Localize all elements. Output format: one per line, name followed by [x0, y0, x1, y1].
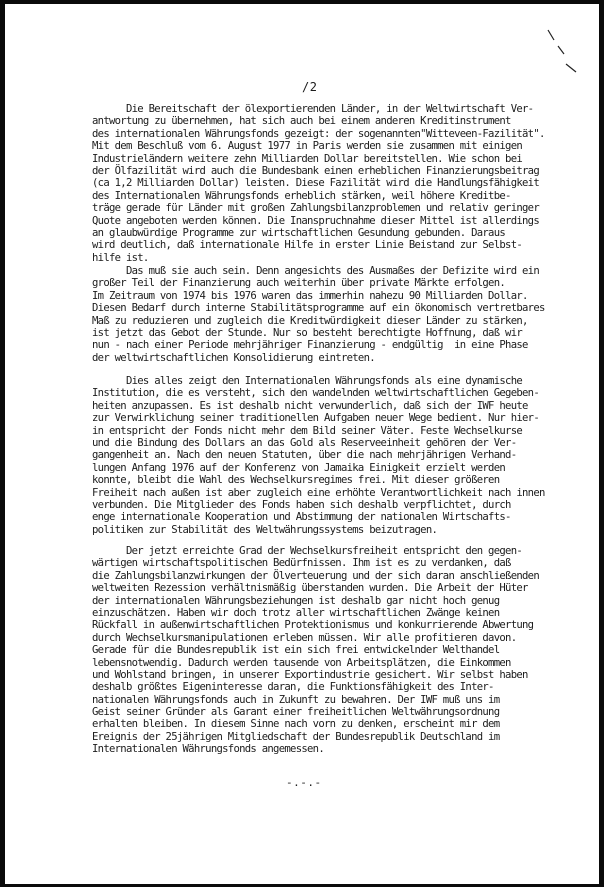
- text-line: nationalen Währungsfonds auch in Zukunft zu bewahren. Der IWF muß uns im: [92, 693, 500, 706]
- text-line: Ereignis der 25jährigen Mitgliedschaft der Bundesrepublik Deutschland im: [92, 730, 500, 743]
- text-line: Die Bereitschaft der ölexportierenden Länder, in der Weltwirtschaft Ver-: [92, 103, 534, 115]
- text-line: (ca 1,2 Milliarden Dollar) leisten. Diese Fazilität wird die Handlungsfähigkeit: [92, 177, 539, 190]
- text-line: Gerade für die Bundesrepublik ist ein sich frei entwickelnder Welthandel: [92, 644, 500, 657]
- corner-scan-marks: [544, 28, 584, 78]
- text-line: und Wohlstand bringen, in unserer Exportindustrie gesichert. Wir selbst haben: [92, 668, 528, 681]
- text-line: weltweiten Rezession verhältnismäßig überstanden wurden. Die Arbeit der Hüter: [92, 582, 528, 595]
- text-line: hilfe ist.: [92, 251, 149, 264]
- text-line: verbunden. Die Mitglieder des Fonds haben sich deshalb verpflichtet, durch: [92, 498, 511, 511]
- text-line: Quote angeboten werden können. Die Inanspruchnahme dieser Mittel ist allerdings: [92, 214, 539, 227]
- text-line: politiken zur Stabilität des Weltwährungssystems beizutragen.: [92, 523, 438, 536]
- text-line: lebensnotwendig. Dadurch werden tausende von Arbeitsplätzen, die Einkommen: [92, 656, 511, 669]
- paragraph-4: [92, 545, 592, 756]
- text-line: die Zahlungsbilanzwirkungen der Ölverteuerung und der sich daran anschließenden: [92, 569, 539, 582]
- text-line: erhalten bleiben. In diesem Sinne nach vorn zu denken, erscheint mir dem: [92, 718, 500, 731]
- text-line: Geist seiner Gründer als Garant einer freiheitlichen Weltwährungsordnung: [92, 706, 500, 719]
- text-line: und die Bindung des Dollars an das Gold als Reserveeinheit gehören der Ver-: [92, 436, 517, 449]
- paragraph-2: [92, 265, 592, 364]
- text-line: konnte, bleibt die Wahl des Wechselkursregimes frei. Mit dieser größeren: [92, 474, 500, 487]
- text-line: wird deutlich, daß internationale Hilfe in erster Linie Beistand zur Selbst-: [92, 239, 523, 252]
- text-line: großer Teil der Finanzierung auch weiterhin über private Märkte erfolgen.: [92, 277, 506, 290]
- text-line: deshalb größtes Eigeninteresse daran, die Funktionsfähigkeit des Inter-: [92, 681, 494, 694]
- text-line: ist jetzt das Gebot der Stunde. Nur so besteht berechtigte Hoffnung, daß wir: [92, 326, 523, 339]
- text-line: einzuschätzen. Haben wir doch trotz aller wirtschaftlichen Zwänge keinen: [92, 606, 500, 619]
- text-line: der Ölfazilität wird auch die Bundesbank einen erheblichen Finanzierungsbeitrag: [92, 164, 539, 177]
- text-line: des Internationalen Währungsfonds erheblich stärken, weil höhere Kreditbe-: [92, 189, 511, 202]
- text-line: der internationalen Währungsbeziehungen ist deshalb gar nicht hoch genug: [92, 594, 500, 607]
- text-line: träge gerade für Länder mit großen Zahlungsbilanzproblemen und relativ geringer: [92, 202, 539, 215]
- text-line: Maß zu reduzieren und zugleich die Kreditwürdigkeit dieser Länder zu stärken,: [92, 314, 528, 327]
- text-line: an glaubwürdige Programme zur wirtschaftlichen Gesundung gebunden. Daraus: [92, 226, 506, 239]
- text-line: heiten anzupassen. Es ist deshalb nicht verwunderlich, daß sich der IWF heute: [92, 399, 528, 412]
- text-line: Rückfall in außenwirtschaftlichen Protektionismus und konkurrierende Abwertung: [92, 619, 534, 632]
- text-line: Im Zeitraum von 1974 bis 1976 waren das immerhin nahezu 90 Milliarden Dollar.: [92, 289, 528, 302]
- text-line: Der jetzt erreichte Grad der Wechselkursfreiheit entspricht den gegen-: [92, 545, 523, 557]
- text-line: Institution, die es versteht, sich den wandelnden weltwirtschaftlichen Gegeben-: [92, 387, 539, 400]
- end-mark: -.-.-: [286, 776, 322, 789]
- text-line: Freiheit nach außen ist aber zugleich eine erhöhte Verantwortlichkeit nach innen: [92, 486, 545, 499]
- text-line: lungen Anfang 1976 auf der Konferenz von Jamaika Einigkeit erzielt werden: [92, 461, 506, 474]
- text-line: enge internationale Kooperation und Abstimmung der nationalen Wirtschafts-: [92, 511, 511, 524]
- text-line: Dies alles zeigt den Internationalen Währungsfonds als eine dynamische: [92, 375, 523, 387]
- text-line: Diesen Bedarf durch interne Stabilitätsprogramme auf ein ökonomisch vertretbares: [92, 302, 545, 315]
- text-line: Mit dem Beschluß vom 6. August 1977 in Paris werden sie zusammen mit einigen: [92, 140, 523, 153]
- text-line: des internationalen Währungsfonds gezeigt: der sogenannten"Witteveen-Fazilität".: [92, 127, 545, 140]
- paragraph-3: [92, 375, 592, 536]
- paragraph-1: [92, 103, 592, 264]
- page-number: /2: [302, 80, 318, 94]
- text-line: antwortung zu übernehmen, hat sich auch bei einem anderen Kreditinstrument: [92, 115, 511, 128]
- text-line: Industrieländern weitere zehn Milliarden Dollar bereitstellen. Wie schon bei: [92, 152, 523, 165]
- text-line: Internationalen Währungsfonds angemessen.: [92, 743, 324, 756]
- text-line: der weltwirtschaftlichen Konsolidierung eintreten.: [92, 351, 375, 364]
- text-line: zur Verwirklichung seiner traditionellen Aufgaben neuer Wege bedient. Nur hier-: [92, 412, 539, 425]
- text-line: Das muß sie auch sein. Denn angesichts des Ausmaßes der Defizite wird ein: [92, 265, 539, 277]
- text-line: gangenheit an. Nach den neuen Statuten, über die nach mehrjährigen Verhand-: [92, 449, 517, 462]
- text-line: nun - nach einer Periode mehrjähriger Finanzierung - endgültig in eine Phase: [92, 339, 528, 352]
- text-line: durch Wechselkursmanipulationen erleben müssen. Wir alle profitieren davon.: [92, 631, 517, 644]
- text-line: wärtigen wirtschaftspolitischen Bedürfnissen. Ihm ist es zu verdanken, daß: [92, 557, 511, 570]
- text-line: in entspricht der Fonds nicht mehr dem Bild seiner Väter. Feste Wechselkurse: [92, 424, 523, 437]
